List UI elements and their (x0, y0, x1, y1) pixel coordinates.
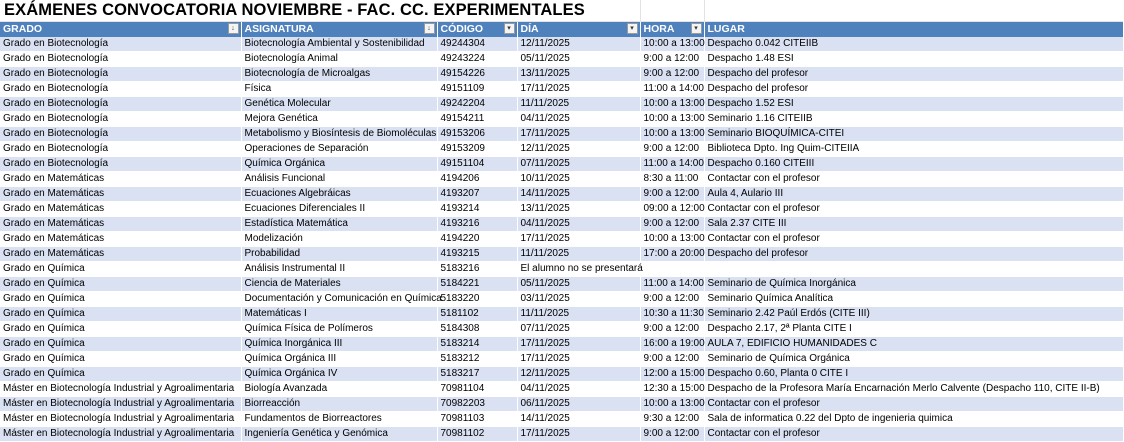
cell-asignatura[interactable]: Física (241, 82, 437, 97)
table-row (0, 52, 1123, 67)
col-header-lugar[interactable] (704, 22, 1123, 37)
cell-hora[interactable]: 9:00 a 12:00 (640, 52, 704, 67)
cell-hora[interactable]: 12:00 a 15:00 (640, 367, 704, 382)
cell-codigo[interactable]: 49242204 (437, 97, 517, 112)
table-row (0, 397, 1123, 412)
cell-dia[interactable]: 05/11/2025 (517, 52, 640, 67)
cell-hora[interactable]: 9:00 a 12:00 (640, 187, 704, 202)
cell-lugar[interactable]: Despacho 1.48 ESI (704, 52, 1123, 67)
grid-line (640, 0, 641, 21)
cell-hora[interactable]: 10:00 a 13:00 (640, 232, 704, 247)
cell-lugar[interactable]: Seminario Química Analítica (704, 292, 1123, 307)
cell-grado[interactable]: Grado en Biotecnología (0, 142, 241, 157)
table-row (0, 337, 1123, 352)
cell-codigo[interactable]: 49151109 (437, 82, 517, 97)
sort-ascending-filter-icon[interactable]: ↓ (424, 23, 435, 34)
col-header-label: CÓDIGO (440, 23, 484, 35)
cell-hora[interactable]: 10:00 a 13:00 (640, 127, 704, 142)
table-row (0, 427, 1123, 442)
cell-asignatura[interactable]: Química Física de Polímeros (241, 322, 437, 337)
cell-dia[interactable]: 07/11/2025 (517, 157, 640, 172)
cell-dia[interactable]: 17/11/2025 (517, 337, 640, 352)
cell-dia[interactable]: 13/11/2025 (517, 67, 640, 82)
cell-codigo[interactable]: 70982203 (437, 397, 517, 412)
cell-grado[interactable]: Grado en Matemáticas (0, 187, 241, 202)
table-row (0, 367, 1123, 382)
cell-codigo[interactable]: 49151104 (437, 157, 517, 172)
cell-codigo[interactable]: 4193207 (437, 187, 517, 202)
cell-codigo[interactable]: 49154211 (437, 112, 517, 127)
col-header-codigo[interactable] (437, 22, 517, 37)
cell-lugar[interactable]: Despacho 2.17, 2ª Planta CITE I (704, 322, 1123, 337)
cell-codigo[interactable]: 5184221 (437, 277, 517, 292)
col-header-label: ASIGNATURA (244, 23, 314, 35)
cell-lugar[interactable]: Contactar con el profesor (704, 397, 1123, 412)
table-row (0, 82, 1123, 97)
cell-dia[interactable]: 17/11/2025 (517, 352, 640, 367)
table-row (0, 172, 1123, 187)
cell-dia[interactable]: 11/11/2025 (517, 247, 640, 262)
cell-codigo[interactable]: 70981103 (437, 412, 517, 427)
table-body (0, 37, 1123, 442)
table-row (0, 112, 1123, 127)
table-row (0, 67, 1123, 82)
cell-asignatura[interactable]: Biotecnología de Microalgas (241, 67, 437, 82)
cell-grado[interactable]: Grado en Biotecnología (0, 52, 241, 67)
cell-lugar[interactable]: Sala 2.37 CITE III (704, 217, 1123, 232)
cell-dia[interactable]: 17/11/2025 (517, 232, 640, 247)
cell-dia[interactable]: 07/11/2025 (517, 322, 640, 337)
table-row (0, 37, 1123, 52)
cell-hora[interactable]: 11:00 a 14:00 (640, 277, 704, 292)
cell-asignatura[interactable]: Ciencia de Materiales (241, 277, 437, 292)
cell-grado[interactable]: Grado en Biotecnología (0, 127, 241, 142)
cell-codigo[interactable]: 4193215 (437, 247, 517, 262)
col-header-label: HORA (643, 23, 675, 35)
table-row (0, 157, 1123, 172)
cell-dia[interactable]: 12/11/2025 (517, 142, 640, 157)
col-header-label: DÍA (520, 23, 539, 35)
header-row (0, 22, 1123, 37)
table-row (0, 322, 1123, 337)
cell-dia[interactable]: 10/11/2025 (517, 172, 640, 187)
cell-lugar[interactable]: Aula 4, Aulario III (704, 187, 1123, 202)
cell-hora[interactable]: 9:00 a 12:00 (640, 322, 704, 337)
cell-grado[interactable]: Grado en Química (0, 352, 241, 367)
cell-lugar[interactable]: Seminario 1.16 CITEIIB (704, 112, 1123, 127)
cell-hora[interactable]: 09:00 a 12:00 (640, 202, 704, 217)
cell-asignatura[interactable]: Documentación y Comunicación en Química (241, 292, 437, 307)
cell-codigo[interactable]: 49153209 (437, 142, 517, 157)
cell-dia[interactable]: 14/11/2025 (517, 187, 640, 202)
cell-codigo[interactable]: 49244304 (437, 37, 517, 52)
cell-lugar[interactable]: Seminario 2.42 Paúl Erdós (CITE III) (704, 307, 1123, 322)
table-row (0, 277, 1123, 292)
cell-hora[interactable]: 10:00 a 13:00 (640, 112, 704, 127)
cell-grado[interactable]: Grado en Matemáticas (0, 172, 241, 187)
cell-lugar[interactable]: Contactar con el profesor (704, 427, 1123, 442)
cell-asignatura[interactable]: Química Orgánica IV (241, 367, 437, 382)
cell-grado[interactable]: Grado en Química (0, 292, 241, 307)
cell-hora[interactable]: 10:00 a 13:00 (640, 397, 704, 412)
cell-lugar[interactable]: Despacho 0.042 CITEIIB (704, 37, 1123, 52)
title-row (0, 0, 1123, 22)
cell-hora[interactable]: 10:00 a 13:00 (640, 97, 704, 112)
col-header-dia[interactable] (517, 22, 640, 37)
cell-asignatura[interactable]: Operaciones de Separación (241, 142, 437, 157)
cell-dia[interactable]: 12/11/2025 (517, 37, 640, 52)
cell-grado[interactable]: Grado en Biotecnología (0, 82, 241, 97)
cell-hora[interactable]: 11:00 a 14:00 (640, 157, 704, 172)
cell-asignatura[interactable]: Análisis Instrumental II (241, 262, 437, 277)
cell-dia[interactable]: 17/11/2025 (517, 82, 640, 97)
cell-hora[interactable]: 10:30 a 11:30 (640, 307, 704, 322)
cell-lugar[interactable]: Seminario de Química Inorgánica (704, 277, 1123, 292)
filter-dropdown-icon[interactable]: ▾ (691, 23, 702, 34)
cell-grado[interactable]: Grado en Matemáticas (0, 217, 241, 232)
table-row (0, 127, 1123, 142)
cell-lugar[interactable]: Despacho del profesor (704, 247, 1123, 262)
cell-asignatura[interactable]: Ingeniería Genética y Genómica (241, 427, 437, 442)
cell-lugar[interactable]: Biblioteca Dpto. Ing Quim-CITEIIA (704, 142, 1123, 157)
table-row (0, 202, 1123, 217)
cell-lugar[interactable]: Despacho 1.52 ESI (704, 97, 1123, 112)
cell-lugar[interactable]: Despacho 0.60, Planta 0 CITE I (704, 367, 1123, 382)
cell-codigo[interactable]: 70981104 (437, 382, 517, 397)
cell-asignatura[interactable]: Análisis Funcional (241, 172, 437, 187)
table-row (0, 142, 1123, 157)
cell-grado[interactable]: Máster en Biotecnología Industrial y Agroalimentaria (0, 427, 241, 442)
cell-grado[interactable]: Grado en Biotecnología (0, 67, 241, 82)
cell-lugar[interactable]: Despacho 0.160 CITEIII (704, 157, 1123, 172)
cell-dia[interactable]: 11/11/2025 (517, 97, 640, 112)
cell-hora[interactable]: 9:00 a 12:00 (640, 352, 704, 367)
cell-hora[interactable]: 9:00 a 12:00 (640, 427, 704, 442)
col-header-label: GRADO (3, 23, 43, 35)
cell-dia[interactable]: 04/11/2025 (517, 112, 640, 127)
cell-codigo[interactable]: 4193216 (437, 217, 517, 232)
cell-lugar[interactable]: Sala de informatica 0.22 del Dpto de ingenieria quimica (704, 412, 1123, 427)
cell-dia[interactable]: 13/11/2025 (517, 202, 640, 217)
cell-codigo[interactable]: 4194206 (437, 172, 517, 187)
cell-codigo[interactable]: 49154226 (437, 67, 517, 82)
cell-asignatura[interactable]: Fundamentos de Biorreactores (241, 412, 437, 427)
cell-dia[interactable]: 12/11/2025 (517, 367, 640, 382)
sheet-title[interactable]: EXÁMENES CONVOCATORIA NOVIEMBRE - FAC. CC. EXPERIMENTALES (4, 1, 585, 19)
cell-dia[interactable]: 06/11/2025 (517, 397, 640, 412)
cell-asignatura[interactable]: Química Orgánica III (241, 352, 437, 367)
cell-lugar[interactable]: Seminario de Química Orgánica (704, 352, 1123, 367)
cell-asignatura[interactable]: Biorreacción (241, 397, 437, 412)
cell-grado[interactable]: Grado en Química (0, 277, 241, 292)
cell-codigo[interactable]: 5181102 (437, 307, 517, 322)
cell-asignatura[interactable]: Química Inorgánica III (241, 337, 437, 352)
cell-lugar[interactable]: Seminario BIOQUÍMICA-CITEI (704, 127, 1123, 142)
cell-lugar[interactable] (704, 262, 1123, 277)
cell-grado[interactable]: Grado en Química (0, 307, 241, 322)
cell-grado[interactable]: Grado en Matemáticas (0, 247, 241, 262)
cell-lugar[interactable]: Contactar con el profesor (704, 202, 1123, 217)
table-row (0, 247, 1123, 262)
cell-codigo[interactable]: 4194220 (437, 232, 517, 247)
cell-asignatura[interactable]: Mejora Genética (241, 112, 437, 127)
cell-dia[interactable]: 05/11/2025 (517, 277, 640, 292)
cell-codigo[interactable]: 5183212 (437, 352, 517, 367)
sort-ascending-filter-icon[interactable]: ↓ (228, 23, 239, 34)
cell-grado[interactable]: Grado en Química (0, 367, 241, 382)
cell-codigo[interactable]: 49243224 (437, 52, 517, 67)
cell-hora[interactable]: 9:30 a 12:00 (640, 412, 704, 427)
cell-asignatura[interactable]: Matemáticas I (241, 307, 437, 322)
cell-asignatura[interactable]: Química Orgánica (241, 157, 437, 172)
cell-dia[interactable]: 17/11/2025 (517, 427, 640, 442)
cell-asignatura[interactable]: Probabilidad (241, 247, 437, 262)
cell-dia[interactable]: 11/11/2025 (517, 307, 640, 322)
cell-hora[interactable]: 10:00 a 13:00 (640, 37, 704, 52)
table-row (0, 292, 1123, 307)
table-row (0, 307, 1123, 322)
table-row (0, 187, 1123, 202)
table-row (0, 412, 1123, 427)
cell-grado[interactable]: Grado en Biotecnología (0, 157, 241, 172)
cell-hora[interactable]: 11:00 a 14:00 (640, 82, 704, 97)
col-header-grado[interactable] (0, 22, 241, 37)
cell-codigo[interactable]: 5183217 (437, 367, 517, 382)
col-header-asignatura[interactable] (241, 22, 437, 37)
cell-hora[interactable]: 9:00 a 12:00 (640, 67, 704, 82)
cell-dia[interactable]: 03/11/2025 (517, 292, 640, 307)
cell-grado[interactable]: Máster en Biotecnología Industrial y Agroalimentaria (0, 397, 241, 412)
cell-lugar[interactable]: Contactar con el profesor (704, 232, 1123, 247)
cell-dia[interactable]: 17/11/2025 (517, 127, 640, 142)
table-row (0, 352, 1123, 367)
cell-grado[interactable]: Grado en Química (0, 322, 241, 337)
cell-asignatura[interactable]: Estadística Matemática (241, 217, 437, 232)
cell-codigo[interactable]: 5183220 (437, 292, 517, 307)
cell-dia[interactable]: 14/11/2025 (517, 412, 640, 427)
cell-lugar[interactable]: AULA 7, EDIFICIO HUMANIDADES C (704, 337, 1123, 352)
cell-codigo[interactable]: 5183216 (437, 262, 517, 277)
cell-asignatura[interactable]: Genética Molecular (241, 97, 437, 112)
cell-asignatura[interactable]: Ecuaciones Algebráicas (241, 187, 437, 202)
cell-grado[interactable]: Grado en Biotecnología (0, 112, 241, 127)
table-row (0, 262, 1123, 277)
cell-grado[interactable]: Grado en Química (0, 262, 241, 277)
filter-dropdown-icon[interactable]: ▾ (627, 23, 638, 34)
col-header-hora[interactable] (640, 22, 704, 37)
cell-grado[interactable]: Grado en Biotecnología (0, 37, 241, 52)
cell-asignatura[interactable]: Biología Avanzada (241, 382, 437, 397)
cell-codigo[interactable]: 5183214 (437, 337, 517, 352)
cell-asignatura[interactable]: Biotecnología Ambiental y Sostenibilidad (241, 37, 437, 52)
cell-grado[interactable]: Grado en Biotecnología (0, 97, 241, 112)
table-row (0, 232, 1123, 247)
cell-lugar[interactable]: Despacho de la Profesora María Encarnación Merlo Calvente (Despacho 110, CITE II-B) (704, 382, 1123, 397)
cell-hora[interactable]: 16:00 a 19:00 (640, 337, 704, 352)
cell-dia[interactable]: 04/11/2025 (517, 382, 640, 397)
cell-hora[interactable]: 8:30 a 11:00 (640, 172, 704, 187)
cell-codigo[interactable]: 4193214 (437, 202, 517, 217)
grid-line (704, 0, 705, 21)
cell-grado[interactable]: Grado en Matemáticas (0, 232, 241, 247)
cell-hora[interactable]: 9:00 a 12:00 (640, 292, 704, 307)
cell-lugar[interactable]: Contactar con el profesor (704, 172, 1123, 187)
cell-hora[interactable]: 17:00 a 20:00 (640, 247, 704, 262)
cell-hora[interactable]: 9:00 a 12:00 (640, 142, 704, 157)
cell-codigo[interactable]: 49153206 (437, 127, 517, 142)
filter-dropdown-icon[interactable]: ▾ (504, 23, 515, 34)
exam-table (0, 22, 1124, 442)
cell-lugar[interactable]: Despacho del profesor (704, 67, 1123, 82)
col-header-label: LUGAR (707, 23, 745, 35)
cell-codigo[interactable]: 70981102 (437, 427, 517, 442)
cell-asignatura[interactable]: Biotecnología Animal (241, 52, 437, 67)
cell-hora[interactable]: 12:30 a 15:00 (640, 382, 704, 397)
cell-dia[interactable]: El alumno no se presentará (517, 262, 640, 277)
cell-grado[interactable]: Grado en Química (0, 337, 241, 352)
cell-asignatura[interactable]: Modelización (241, 232, 437, 247)
cell-hora[interactable]: 9:00 a 12:00 (640, 217, 704, 232)
cell-grado[interactable]: Máster en Biotecnología Industrial y Agroalimentaria (0, 382, 241, 397)
table-row (0, 97, 1123, 112)
cell-hora[interactable] (640, 262, 704, 277)
cell-lugar[interactable]: Despacho del profesor (704, 82, 1123, 97)
cell-grado[interactable]: Grado en Matemáticas (0, 202, 241, 217)
cell-dia[interactable]: 04/11/2025 (517, 217, 640, 232)
cell-codigo[interactable]: 5184308 (437, 322, 517, 337)
cell-asignatura[interactable]: Metabolismo y Biosíntesis de Biomoléculas (241, 127, 437, 142)
cell-grado[interactable]: Máster en Biotecnología Industrial y Agroalimentaria (0, 412, 241, 427)
table-row (0, 217, 1123, 232)
table-row (0, 382, 1123, 397)
cell-asignatura[interactable]: Ecuaciones Diferenciales II (241, 202, 437, 217)
